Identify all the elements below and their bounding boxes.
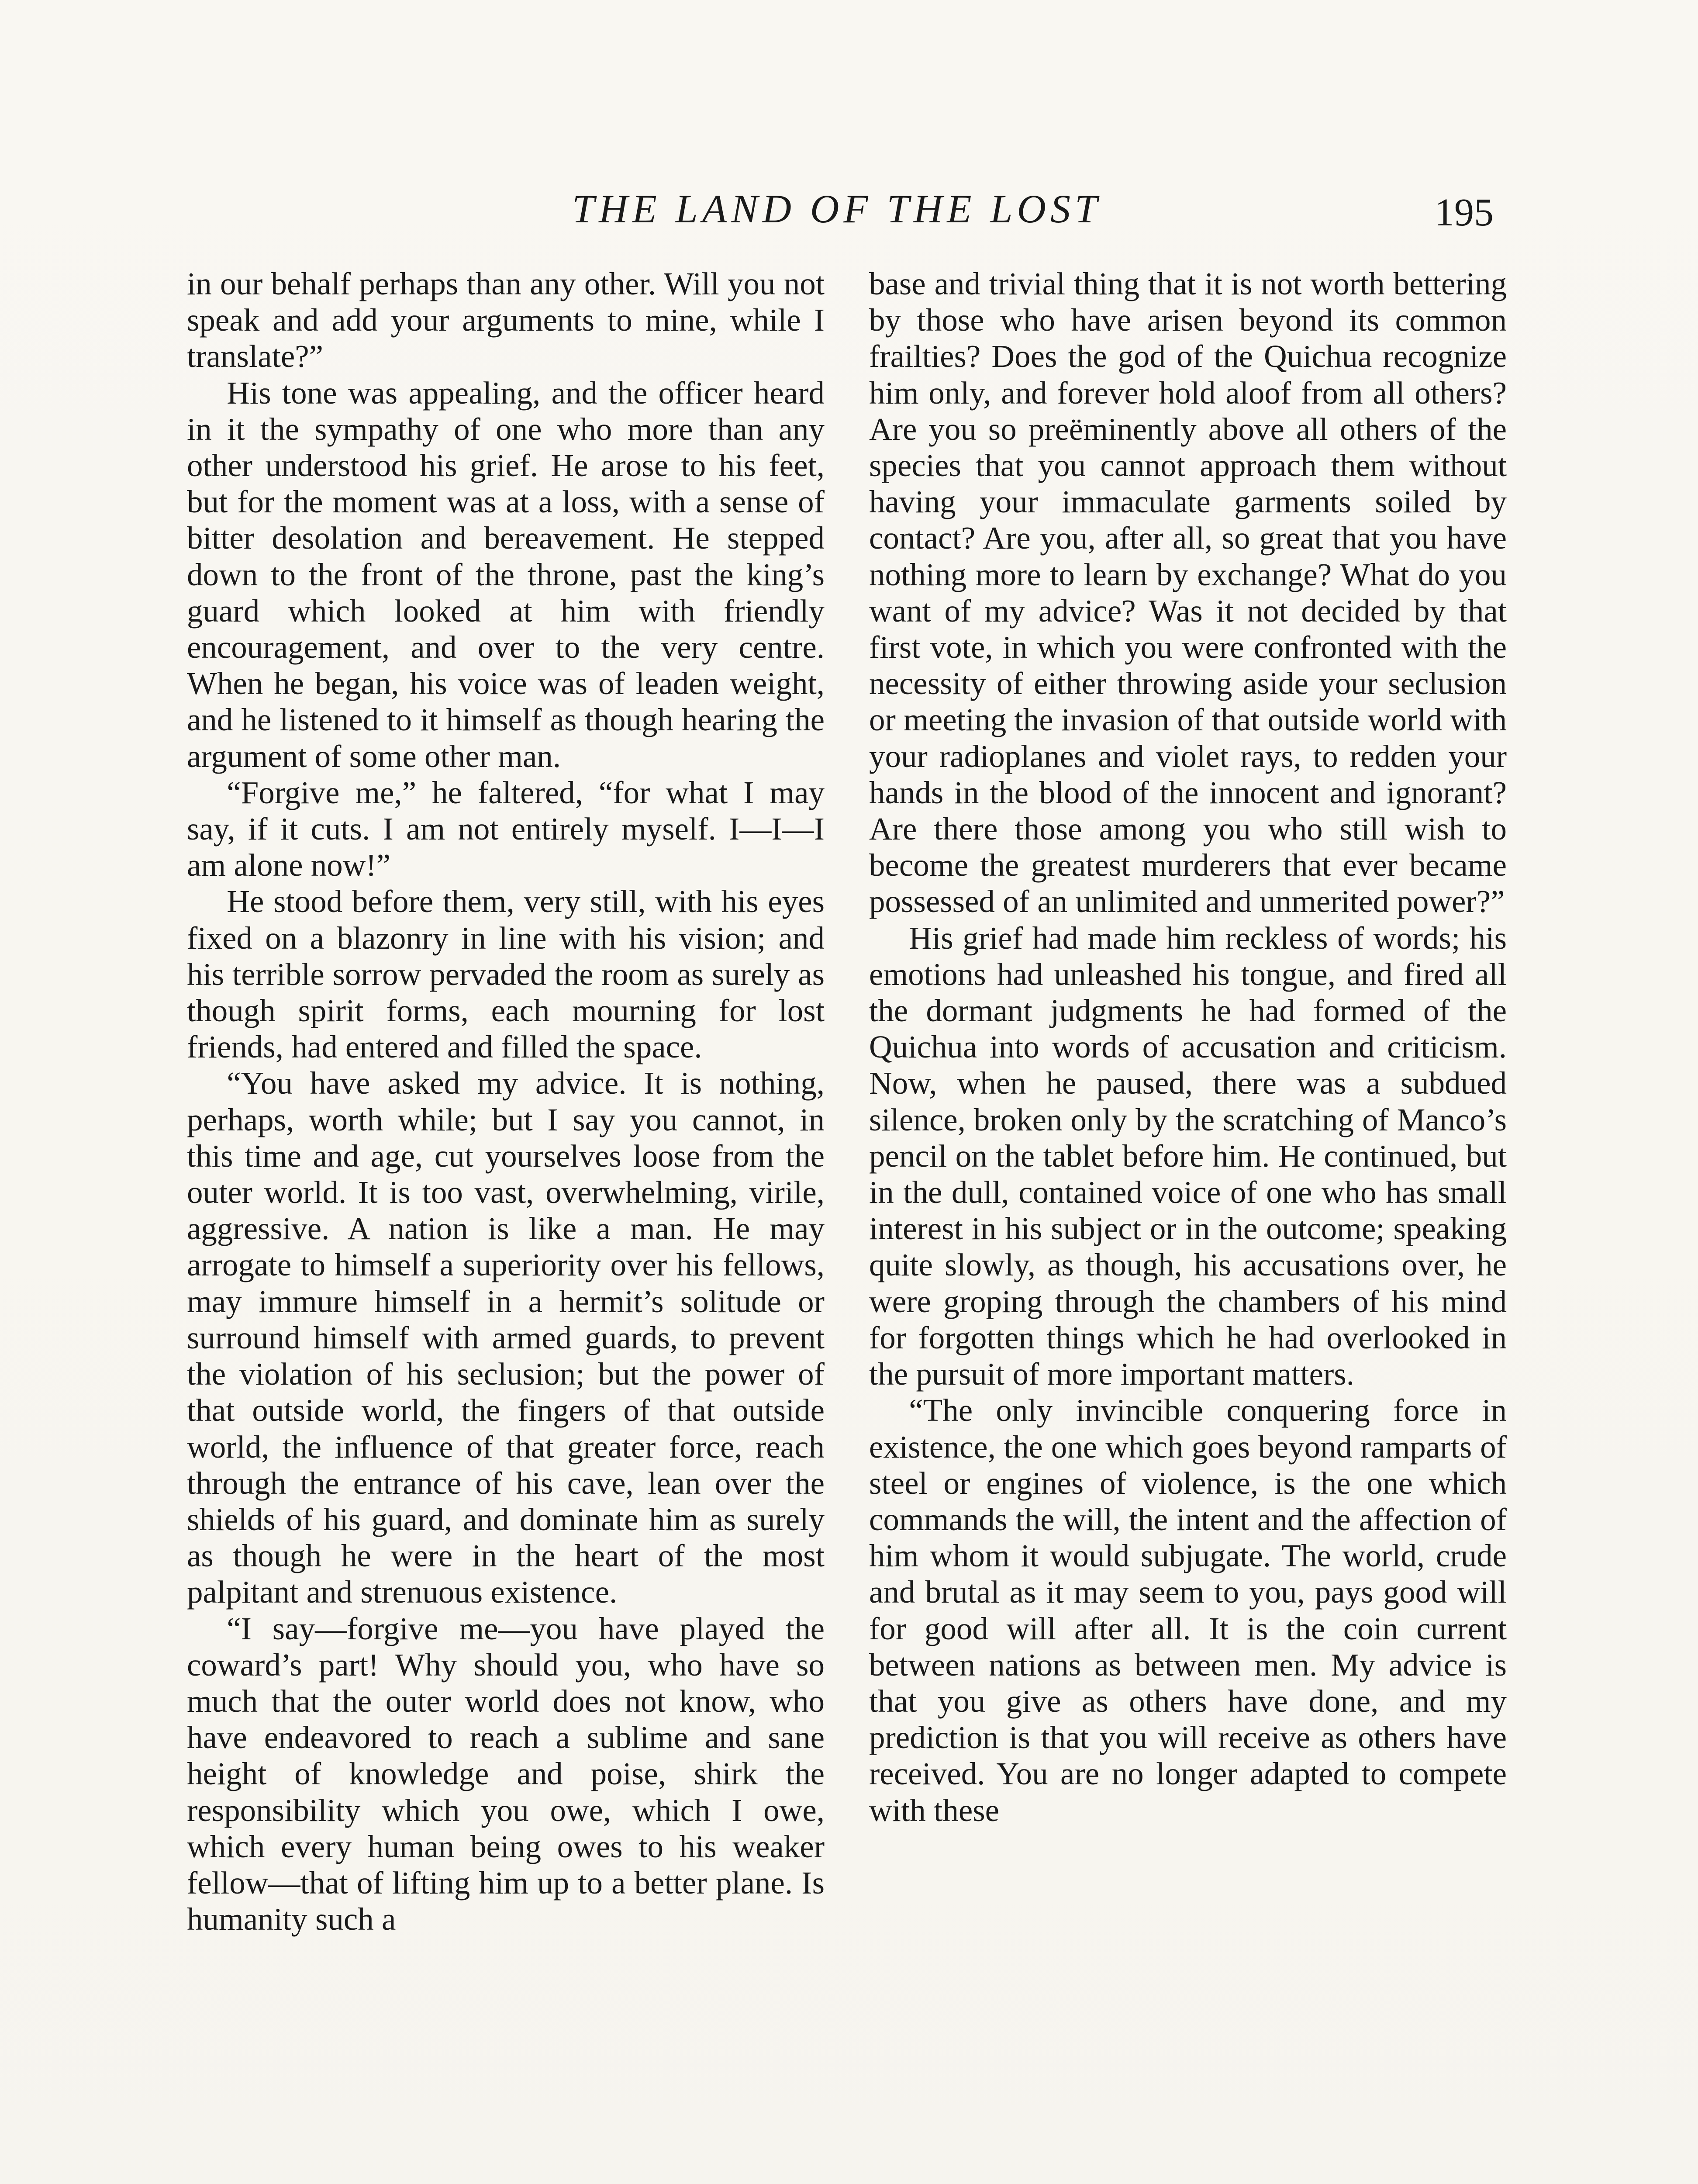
paragraph: in our behalf perhaps than any other. Will you not speak and add your arguments to mine, while I translate?” [187,266,825,374]
paragraph: “The only invincible conquering force in existence, the one which goes beyond ramparts of steel or engines of violence, is the one which commands the will, the intent and the affection of him whom it would subjugate. The world, crude and brutal as it may seem to you, pays good will for good will after all. It is the coin current between nations as between men. My advice is that you give as others have done, and my prediction is that you will receive as others have received. You are no longer adapted to compete with these [869,1393,1507,1828]
paragraph: base and trivial thing that it is not worth bettering by those who have arisen beyond its common frailties? Does the god of the Quichua recognize him only, and forever hold aloof from all others? Are you so preëminently above all others of the species that you cannot approach them without having your immaculate garments soiled by contact? Are you, after all, so great that you have nothing more to learn by exchange? What do you want of my advice? Was it not decided by that first vote, in which you were confronted with the necessity of either throwing aside your seclusion or meeting the invasion of that outside world with your radioplanes and violet rays, to redden your hands in the blood of the innocent and ignorant? Are there those among you who still wish to become the greatest murderers that ever became possessed of an unlimited and unmerited power?” [869,266,1507,919]
text-column-left [187,266,825,1937]
page-header [0,186,1698,238]
paragraph: His tone was appealing, and the officer heard in it the sympathy of one who more than any other understood his grief. He arose to his feet, but for the moment was at a loss, with a sense of bitter desolation and bereavement. He stepped down to the front of the throne, past the king’s guard which looked at him with friendly encouragement, and over to the very centre. When he began, his voice was of leaden weight, and he listened to it himself as though hearing the argument of some other man. [187,375,825,774]
running-title: THE LAND OF THE LOST [572,187,1102,231]
paragraph: “You have asked my advice. It is nothing, perhaps, worth while; but I say you cannot, in this time and age, cut yourselves loose from the outer world. It is too vast, overwhelming, virile, aggressive. A nation is like a man. He may arrogate to himself a superiority over his fellows, may immure himself in a hermit’s solitude or surround himself with armed guards, to prevent the violation of his seclusion; but the power of that outside world, the fingers of that outside world, the influence of that greater force, reach through the entrance of his cave, lean over the shields of his guard, and dominate him as surely as though he were in the heart of the most palpitant and strenuous existence. [187,1065,825,1610]
paragraph: “I say—forgive me—you have played the coward’s part! Why should you, who have so much that the outer world does not know, who have endeavored to reach a sublime and sane height of knowledge and poise, shirk the responsibility which you owe, which I owe, which every human being owes to his weaker fellow—that of lifting him up to a better plane. Is humanity such a [187,1610,825,1937]
paragraph: He stood before them, very still, with his eyes fixed on a blazonry in line with his vision; and his terrible sorrow pervaded the room as surely as though spirit forms, each mourning for lost friends, had entered and filled the space. [187,884,825,1065]
text-column-right [869,266,1507,1828]
page-number: 195 [1435,191,1494,234]
paragraph: “Forgive me,” he faltered, “for what I may say, if it cuts. I am not entirely myself. I—I—I am alone now!” [187,774,825,883]
paragraph: His grief had made him reckless of words; his emotions had unleashed his tongue, and fired all the dormant judgments he had formed of the Quichua into words of accusation and criticism. Now, when he paused, there was a subdued silence, broken only by the scratching of Manco’s pencil on the tablet before him. He continued, but in the dull, contained voice of one who has small interest in his subject or in the outcome; speaking quite slowly, as though, his accusations over, he were groping through the chambers of his mind for forgotten things which he had overlooked in the pursuit of more important matters. [869,920,1507,1392]
